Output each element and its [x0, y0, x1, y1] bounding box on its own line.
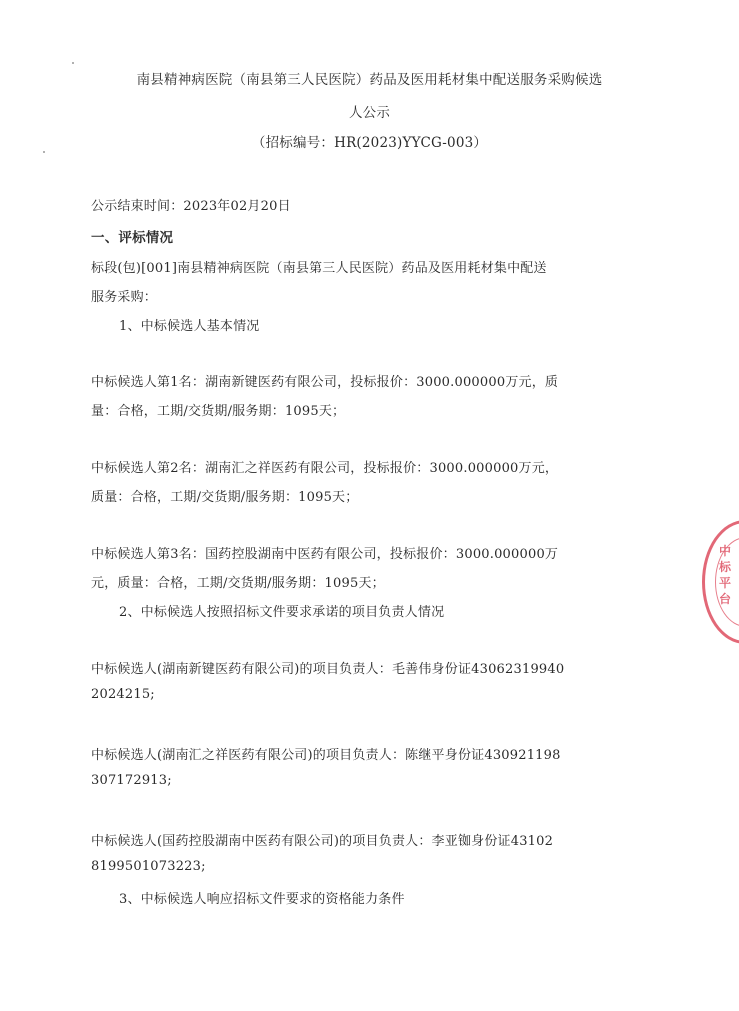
manager-1-line1: 中标候选人(湖南新键医药有限公司)的项目负责人：毛善伟身份证43062319940: [91, 662, 565, 677]
candidate-3-line2: 元，质量：合格，工期/交货期/服务期：1095天；: [91, 576, 385, 591]
manager-3-line2: 8199501073223;: [91, 859, 206, 874]
manager-3-line1: 中标候选人(国药控股湖南中医药有限公司)的项目负责人：李亚铷身份证43102: [91, 834, 554, 849]
manager-2-line2: 307172913;: [91, 773, 172, 788]
document-title-line2: 人公示: [348, 105, 391, 121]
subheading-basic-info: 1、中标候选人基本情况: [119, 319, 260, 334]
official-seal-stamp: [702, 520, 739, 644]
scan-speck: [72, 62, 74, 64]
section-heading-evaluation: 一、评标情况: [91, 230, 174, 246]
candidate-2-line2: 质量：合格，工期/交货期/服务期：1095天；: [91, 490, 359, 505]
lot-description-line2: 服务采购：: [91, 290, 158, 305]
subheading-qualification: 3、中标候选人响应招标文件要求的资格能力条件: [119, 892, 405, 907]
manager-2-line1: 中标候选人(湖南汇之祥医药有限公司)的项目负责人：陈继平身份证430921198: [91, 748, 561, 763]
candidate-3-line1: 中标候选人第3名：国药控股湖南中医药有限公司，投标报价：3000.000000万: [91, 547, 559, 562]
bid-number: （招标编号：HR(2023)YYCG-003）: [251, 135, 488, 151]
candidate-1-line1: 中标候选人第1名：湖南新键医药有限公司，投标报价：3000.000000万元，质: [91, 375, 559, 390]
candidate-1-line2: 量：合格，工期/交货期/服务期：1095天；: [91, 404, 346, 419]
candidate-2-line1: 中标候选人第2名：湖南汇之祥医药有限公司，投标报价：3000.000000万元，: [91, 461, 559, 476]
manager-1-line2: 2024215;: [91, 687, 155, 702]
subheading-project-manager: 2、中标候选人按照招标文件要求承诺的项目负责人情况: [119, 605, 445, 620]
document-title-line1: 南县精神病医院（南县第三人民医院）药品及医用耗材集中配送服务采购候选: [136, 72, 603, 88]
scan-speck: [43, 151, 45, 153]
seal-text: 中标平台: [719, 544, 732, 606]
lot-description-line1: 标段(包)[001]南县精神病医院（南县第三人民医院）药品及医用耗材集中配送: [91, 261, 547, 276]
notice-end-time: 公示结束时间：2023年02月20日: [91, 199, 291, 214]
